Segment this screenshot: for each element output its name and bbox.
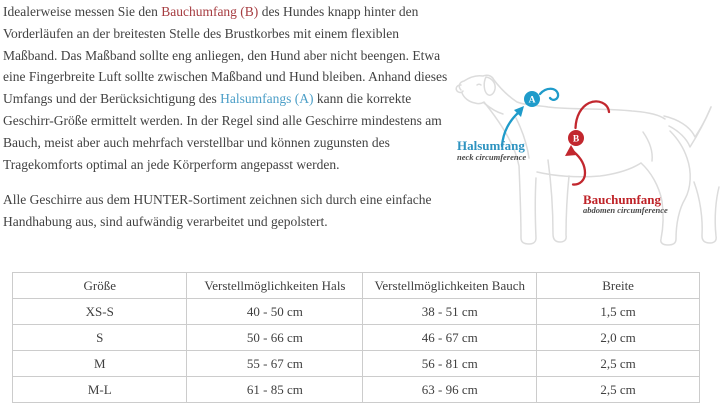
header-groesse: Größe	[13, 273, 187, 299]
description-text-block	[3, 1, 455, 233]
assortment-text: Alle Geschirre aus dem HUNTER-Sortiment zeichnen sich durch eine einfache Handhabung aus, sind aufwändig verarbeitet und gepolstert.	[3, 192, 432, 230]
cell-size: XS-S	[13, 299, 187, 325]
measuring-instructions-paragraph	[3, 1, 455, 175]
cell-belly-range: 63 - 96 cm	[363, 377, 537, 403]
cell-width: 2,5 cm	[537, 351, 700, 377]
table-row	[13, 325, 700, 351]
belly-measure-arrow-icon	[565, 101, 609, 184]
cell-width: 2,5 cm	[537, 377, 700, 403]
bauchumfang-term: Bauchumfang (B)	[161, 4, 259, 19]
header-breite: Breite	[537, 273, 700, 299]
belly-arrowhead-icon	[565, 145, 577, 156]
cell-width: 1,5 cm	[537, 299, 700, 325]
intro-text-3: kann die korrekte Geschirr-Größe ermittelt werden. In der Regel sind alle Geschirre mindestens am Bauch, meist aber auch mehrfach verstellbar und können zugunsten des Tragekomforts optimal an jede Körperform angepasst werden.	[3, 91, 442, 172]
header-verstell-bauch: Verstellmöglichkeiten Bauch	[363, 273, 537, 299]
hunter-assortment-paragraph	[3, 189, 455, 233]
table-row	[13, 377, 700, 403]
cell-belly-range: 56 - 81 cm	[363, 351, 537, 377]
halsumfang-term: Halsumfangs (A)	[220, 91, 314, 107]
belly-badge-letter: B	[572, 134, 580, 145]
cell-neck-range: 40 - 50 cm	[187, 299, 363, 325]
neck-badge-letter: A	[528, 95, 536, 106]
cell-belly-range: 46 - 67 cm	[363, 325, 537, 351]
dog-measurement-diagram	[440, 0, 720, 262]
cell-size: M	[13, 351, 187, 377]
header-verstell-hals: Verstellmöglichkeiten Hals	[187, 273, 363, 299]
neck-label: Halsumfang	[457, 138, 525, 153]
cell-size: M-L	[13, 377, 187, 403]
belly-sublabel: abdomen circumference	[583, 205, 668, 215]
table-row	[13, 299, 700, 325]
cell-width: 2,0 cm	[537, 325, 700, 351]
table-row	[13, 351, 700, 377]
cell-neck-range: 50 - 66 cm	[187, 325, 363, 351]
intro-text-2: des Hundes knapp hinter den Vorderläufen an der breitesten Stelle des Brustkorbes mit einem flexiblen Maßband. Das Maßband sollte eng anliegen, den Hund aber nicht beengen. Etwa eine Fingerbreite Luft sollte zwischen Maßband und Hund bleiben. Anhand dieses Umfangs und der Berücksichtigung des	[3, 4, 448, 107]
cell-belly-range: 38 - 51 cm	[363, 299, 537, 325]
neck-sublabel: neck circumference	[457, 152, 527, 162]
cell-size: S	[13, 325, 187, 351]
dog-diagram-svg	[440, 0, 720, 262]
intro-text-1: Idealerweise messen Sie den	[3, 4, 162, 19]
belly-label: Bauchumfang	[583, 192, 662, 207]
size-table	[12, 272, 700, 403]
cell-neck-range: 55 - 67 cm	[187, 351, 363, 377]
size-table-header-row	[13, 273, 700, 299]
cell-neck-range: 61 - 85 cm	[187, 377, 363, 403]
